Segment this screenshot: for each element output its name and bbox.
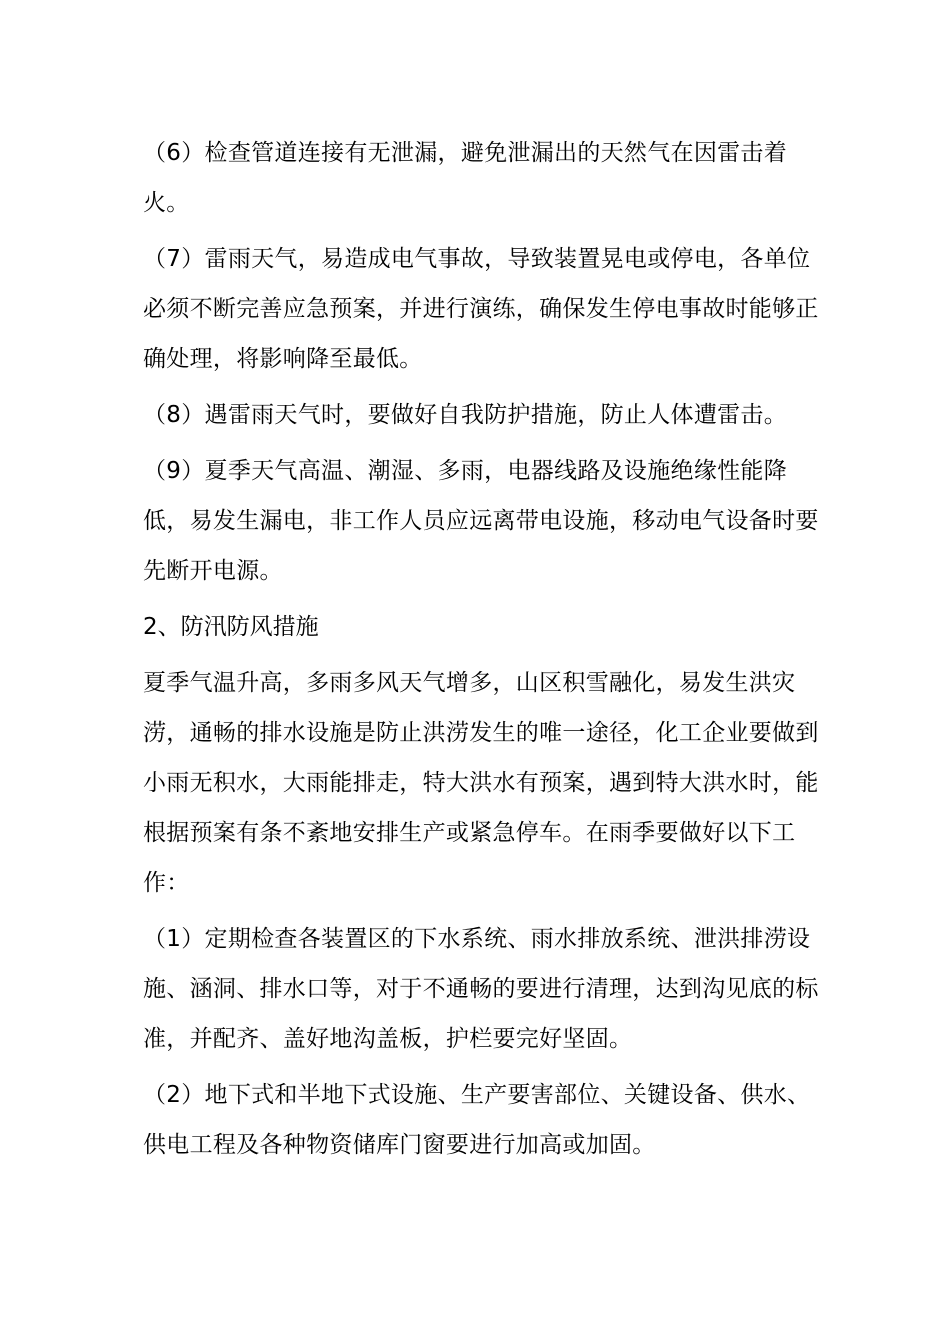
section-intro-paragraph: 夏季气温升高，多雨多风天气增多，山区积雪融化，易发生洪灾涝，通畅的排水设施是防止洪涝发生的唯一途径，化工企业要做到小雨无积水，大雨能排走，特大洪水有预案，遇到特大洪水时，能根据预案有条不紊地安排生产或紧急停车。在雨季要做好以下工作：: [143, 670, 819, 896]
section-heading: 2、防汛防风措施: [143, 614, 319, 640]
document-body: [143, 128, 823, 1176]
paragraph-item-9: （9）夏季天气高温、潮湿、多雨，电器线路及设施绝缘性能降低，易发生漏电，非工作人员应远离带电设施，移动电气设备时要先断开电源。: [143, 458, 819, 584]
section-item-2: （2）地下式和半地下式设施、生产要害部位、关键设备、供水、供电工程及各种物资储库门窗要进行加高或加固。: [143, 1082, 811, 1158]
paragraph-item-6: （6）检查管道连接有无泄漏，避免泄漏出的天然气在因雷击着火。: [143, 140, 788, 216]
paragraph-item-7: （7）雷雨天气，易造成电气事故，导致装置晃电或停电，各单位必须不断完善应急预案，并进行演练，确保发生停电事故时能够正确处理，将影响降至最低。: [143, 246, 819, 372]
paragraph-item-8: （8）遇雷雨天气时，要做好自我防护措施，防止人体遭雷击。: [143, 402, 788, 428]
section-item-1: （1）定期检查各装置区的下水系统、雨水排放系统、泄洪排涝设施、涵洞、排水口等，对于不通畅的要进行清理，达到沟见底的标准，并配齐、盖好地沟盖板，护栏要完好坚固。: [143, 926, 819, 1052]
